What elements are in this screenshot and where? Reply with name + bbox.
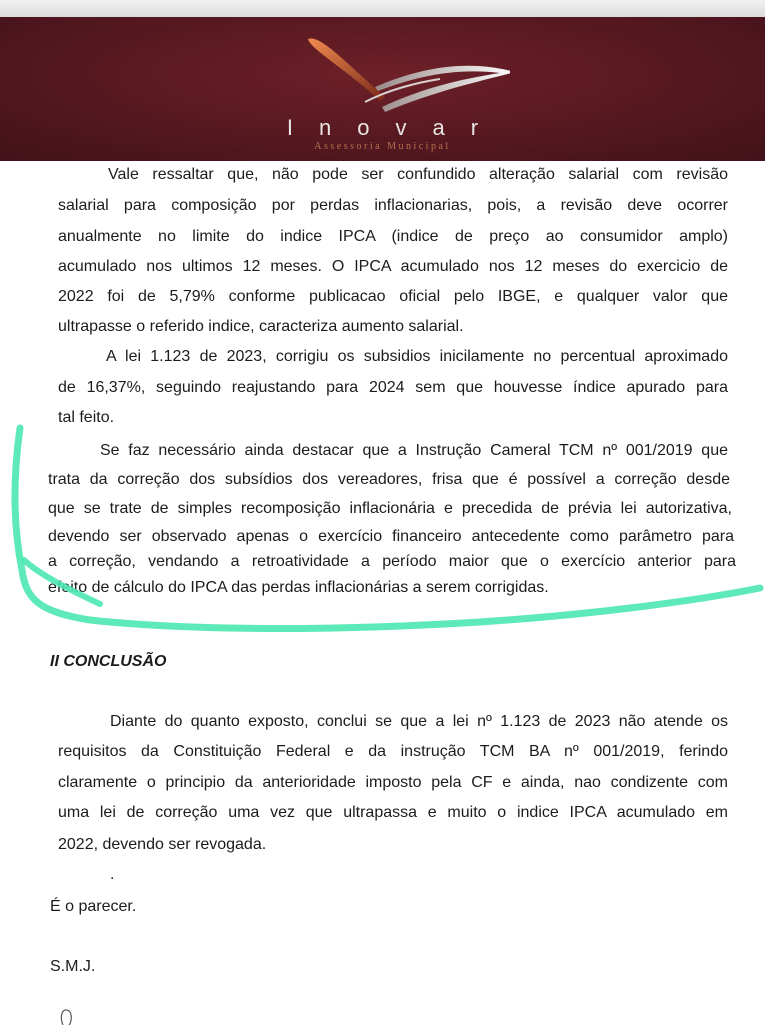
text-line: tal feito. xyxy=(58,409,115,426)
text-line: Vale ressaltar que, não pode ser confundido alteração salarial com revisão xyxy=(108,166,728,183)
text-line: requisitos da Constituição Federal e da instrução TCM BA nº 001/2019, ferindo xyxy=(58,743,728,760)
text-line: 2022 foi de 5,79% conforme publicacao oficial pelo IBGE, e qualquer valor que xyxy=(58,288,728,305)
inovar-logo-icon xyxy=(290,27,510,122)
text-line: anualmente no limite do indice IPCA (indice de preço ao consumidor amplo) xyxy=(58,228,728,245)
signature-mark xyxy=(55,1005,85,1025)
text-line: a correção, vendando a retroatividade a período maior que o exercício anterior para xyxy=(48,553,736,570)
text-line: Se faz necessário ainda destacar que a Instrução Cameral TCM nº 001/2019 que xyxy=(100,442,728,459)
top-edge xyxy=(0,0,765,17)
text-line: claramente o principio da anterioridade imposto pela CF e ainda, nao condizente com xyxy=(58,774,728,791)
text-line: devendo ser observado apenas o exercício financeiro antecedente como parâmetro para xyxy=(48,528,734,545)
brand-tagline: Assessoria Municipal xyxy=(314,141,451,152)
letterhead-banner xyxy=(0,17,765,161)
text-line: uma lei de correção uma vez que ultrapassa e muito o indice IPCA acumulado em xyxy=(58,804,728,821)
stray-dot: . xyxy=(110,866,115,883)
brand-name: Inovar xyxy=(286,115,505,140)
text-line: acumulado nos ultimos 12 meses. O IPCA acumulado nos 12 meses do exercicio de xyxy=(58,258,728,275)
text-line: salarial para composição por perdas inflacionarias, pois, a revisão deve ocorrer xyxy=(58,197,728,214)
smj-text: S.M.J. xyxy=(50,958,96,975)
text-line: ultrapasse o referido indice, caracteriza aumento salarial. xyxy=(58,318,464,335)
text-line: que se trate de simples recomposição inflacionária e precedida de prévia lei autorizativa, xyxy=(48,500,732,517)
opinion-text: É o parecer. xyxy=(50,898,137,915)
text-line: de 16,37%, seguindo reajustando para 2024 sem que houvesse índice apurado para xyxy=(58,379,728,396)
text-line: 2022, devendo ser revogada. xyxy=(58,836,267,853)
text-line: Diante do quanto exposto, conclui se que a lei nº 1.123 de 2023 não atende os xyxy=(110,713,728,730)
text-line: A lei 1.123 de 2023, corrigiu os subsidios inicilamente no percentual aproximado xyxy=(106,348,728,365)
conclusion-heading: II CONCLUSÃO xyxy=(50,653,167,670)
text-line: trata da correção dos subsídios dos vereadores, frisa que é possível a correção desde xyxy=(48,471,730,488)
text-line: efeito de cálculo do IPCA das perdas inflacionárias a serem corrigidas. xyxy=(48,579,549,596)
